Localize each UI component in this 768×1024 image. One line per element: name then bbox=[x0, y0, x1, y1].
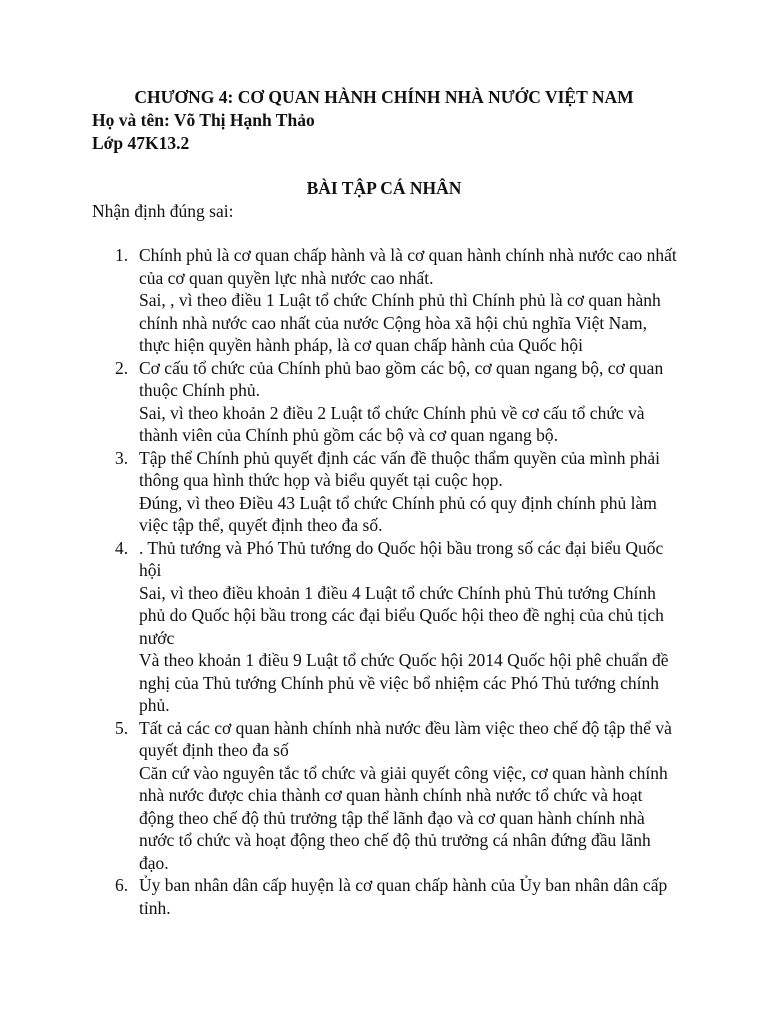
question-item-6 bbox=[0, 874, 679, 919]
student-name: Họ và tên: Võ Thị Hạnh Thảo bbox=[92, 110, 315, 130]
question-answer: Sai, , vì theo điều 1 Luật tổ chức Chính phủ thì Chính phủ là cơ quan hành chính nhà nước cao nhất của nước Cộng hòa xã hội chủ nghĩa Việt Nam, thực hiện quyền hành pháp, là cơ quan chấp hành của Quốc hội bbox=[139, 290, 661, 355]
intro-text: Nhận định đúng sai: bbox=[92, 201, 234, 221]
question-item-4 bbox=[0, 537, 679, 717]
chapter-title: CHƯƠNG 4: CƠ QUAN HÀNH CHÍNH NHÀ NƯỚC VIỆT NAM bbox=[134, 87, 634, 107]
question-answer-continued: Và theo khoản 1 điều 9 Luật tổ chức Quốc hội 2014 Quốc hội phê chuẩn đề nghị của Thủ tướng Chính phủ về việc bổ nhiệm các Phó Thủ tướng chính phủ. bbox=[139, 650, 669, 715]
question-item-3 bbox=[0, 447, 679, 537]
question-statement: Tập thể Chính phủ quyết định các vấn đề thuộc thẩm quyền của mình phải thông qua hình thức họp và biểu quyết tại cuộc họp. bbox=[139, 447, 660, 490]
question-number: 1. bbox=[115, 245, 129, 265]
question-answer: Sai, vì theo điều khoản 1 điều 4 Luật tổ chức Chính phủ Thủ tướng Chính phủ do Quốc hội bầu trong các đại biểu Quốc hội theo đề nghị của chủ tịch nước bbox=[139, 582, 664, 648]
question-statement: Chính phủ là cơ quan chấp hành và là cơ quan hành chính nhà nước cao nhất của cơ quan quyền lực nhà nước cao nhất. bbox=[139, 245, 677, 288]
question-statement: Ủy ban nhân dân cấp huyện là cơ quan chấp hành của Ủy ban nhân dân cấp tỉnh. bbox=[139, 875, 668, 918]
question-number: 5. bbox=[115, 717, 129, 738]
question-item-5 bbox=[0, 717, 679, 875]
question-statement: Cơ cấu tổ chức của Chính phủ bao gồm các bộ, cơ quan ngang bộ, cơ quan thuộc Chính phủ. bbox=[139, 357, 664, 400]
question-statement: . Thủ tướng và Phó Thủ tướng do Quốc hội bầu trong số các đại biểu Quốc hội bbox=[139, 537, 664, 580]
question-number: 4. bbox=[115, 537, 129, 558]
assignment-title: BÀI TẬP CÁ NHÂN bbox=[306, 178, 462, 198]
student-class: Lớp 47K13.2 bbox=[92, 133, 190, 153]
question-statement: Tất cả các cơ quan hành chính nhà nước đều làm việc theo chế độ tập thể và quyết định theo đa số bbox=[139, 717, 672, 760]
question-item-2 bbox=[0, 357, 679, 447]
question-number: 3. bbox=[115, 447, 129, 468]
question-number: 2. bbox=[115, 357, 129, 378]
question-answer: Căn cứ vào nguyên tắc tổ chức và giải quyết công việc, cơ quan hành chính nhà nước được chia thành cơ quan hành chính nhà nước tổ chức và hoạt động theo chế độ thủ trưởng tập thể lãnh đạo và cơ quan hành chính nhà nước tổ chức và hoạt động theo chế độ thủ trưởng cá nhân đứng đầu lãnh đạo. bbox=[139, 762, 668, 873]
question-number: 6. bbox=[115, 875, 129, 895]
question-list bbox=[0, 244, 768, 919]
question-answer: Sai, vì theo khoản 2 điều 2 Luật tổ chức Chính phủ về cơ cấu tổ chức và thành viên của Chính phủ gồm các bộ và cơ quan ngang bộ. bbox=[139, 402, 645, 445]
question-answer: Đúng, vì theo Điều 43 Luật tổ chức Chính phủ có quy định chính phủ làm việc tập thể, quyết định theo đa số. bbox=[139, 492, 657, 535]
question-item-1 bbox=[0, 244, 679, 357]
